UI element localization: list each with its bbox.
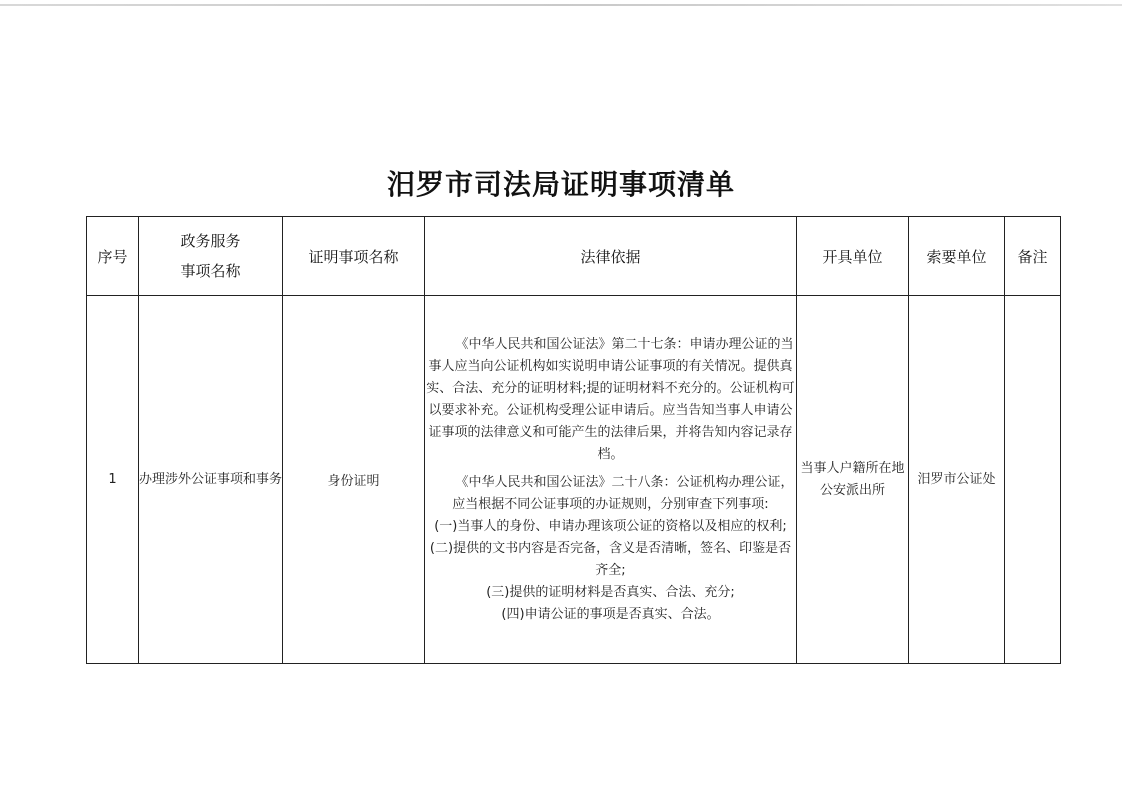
- cell-remarks: [1005, 296, 1061, 664]
- header-service-line2: 事项名称: [180, 262, 241, 280]
- header-cert-name: 证明事项名称: [283, 217, 425, 296]
- header-service-name: [139, 217, 283, 296]
- cell-requesting-unit: 汨罗市公证处: [909, 296, 1005, 664]
- legal-basis-article-27: 《中华人民共和国公证法》第二十七条：申请办理公证的当事人应当向公证机构如实说明申请公证事项的有关情况。提供真实、合法、充分的证明材料;提的证明材料不充分的。公证机构可以要求补充。公证机构受理公证申请后。应当告知当事人申请公证事项的法律意义和可能产生的法律后果，并将告知内容记录存档。: [426, 336, 795, 462]
- scan-edge-line: [0, 4, 1122, 6]
- legal-basis-item-1: (一)当事人的身份、申请办理该项公证的资格以及相应的权利;: [434, 518, 787, 534]
- header-service-line1: 政务服务: [180, 232, 241, 250]
- header-issuing-unit: 开具单位: [797, 217, 909, 296]
- header-remarks: 备注: [1005, 217, 1061, 296]
- cell-issuing-unit: 当事人户籍所在地公安派出所: [797, 296, 909, 664]
- cell-service-name: 办理涉外公证事项和事务: [139, 296, 283, 664]
- table-row: [87, 296, 1061, 664]
- legal-basis-item-4: (四)申请公证的事项是否真实、合法。: [501, 606, 720, 622]
- cell-cert-name: 身份证明: [283, 296, 425, 664]
- header-requesting-unit: 索要单位: [909, 217, 1005, 296]
- legal-basis-article-28: 《中华人民共和国公证法》二十八条：公证机构办理公证，应当根据不同公证事项的办证规则，分别审查下列事项:: [452, 474, 794, 512]
- legal-basis-item-3: (三)提供的证明材料是否真实、合法、充分;: [486, 584, 735, 600]
- cell-legal-basis: [425, 296, 797, 664]
- document-title: 汨罗市司法局证明事项清单: [386, 168, 735, 201]
- table-header-row: [87, 217, 1061, 296]
- cell-seq: 1: [87, 296, 139, 664]
- header-seq: 序号: [87, 217, 139, 296]
- certification-items-table: [86, 216, 1061, 664]
- header-legal-basis: 法律依据: [425, 217, 797, 296]
- legal-basis-item-2: (二)提供的文书内容是否完备，含义是否清晰，签名、印鉴是否齐全;: [429, 540, 792, 578]
